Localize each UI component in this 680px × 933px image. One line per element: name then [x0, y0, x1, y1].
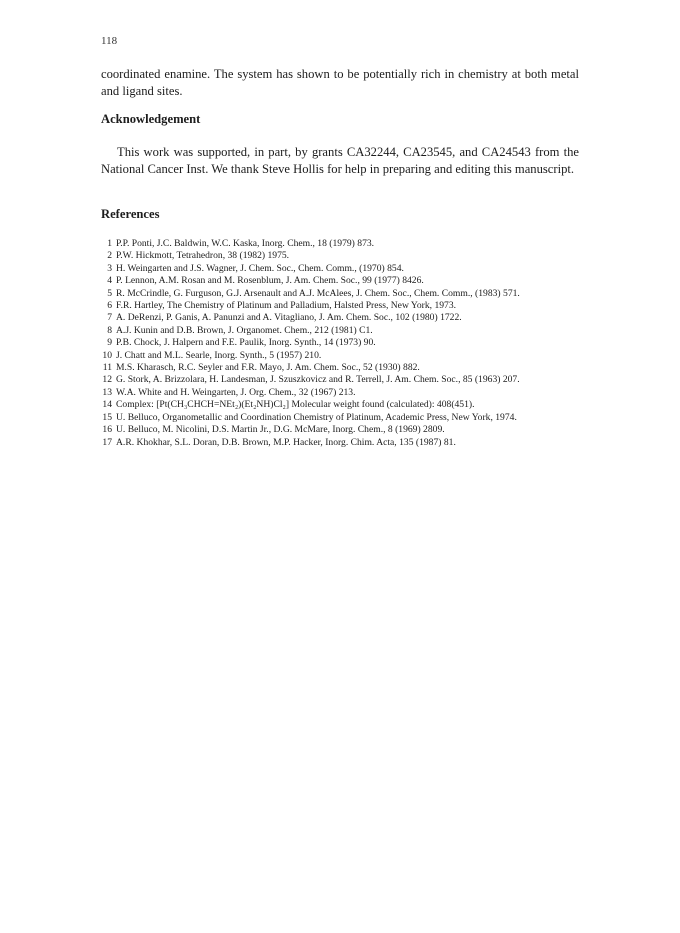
reference-text: P. Lennon, A.M. Rosan and M. Rosenblum, J. Am. Chem. Soc., 99 (1977) 8426.	[116, 275, 424, 287]
reference-text: Complex: [Pt(CH₃CHCH=NEt₂)(Et₂NH)Cl₂] Molecular weight found (calculated): 408(451).	[116, 399, 475, 411]
page-number: 118	[101, 35, 118, 47]
reference-text: W.A. White and H. Weingarten, J. Org. Chem., 32 (1967) 213.	[116, 386, 356, 398]
reference-number: 3	[107, 262, 112, 274]
reference-list	[101, 238, 581, 449]
reference-number: 8	[107, 324, 112, 336]
reference-number: 15	[102, 411, 112, 423]
reference-item	[101, 399, 581, 411]
continuation-paragraph: coordinated enamine. The system has shown to be potentially rich in chemistry at both metal and ligand sites.	[101, 67, 579, 98]
reference-text: U. Belluco, M. Nicolini, D.S. Martin Jr., D.G. McMare, Inorg. Chem., 8 (1969) 2809.	[116, 424, 445, 436]
reference-number: 14	[102, 399, 112, 411]
reference-number: 6	[107, 300, 112, 312]
reference-item	[101, 300, 581, 312]
reference-item	[101, 312, 581, 324]
reference-item	[101, 288, 581, 300]
reference-number: 17	[102, 436, 112, 448]
reference-number: 16	[102, 424, 112, 436]
reference-text: J. Chatt and M.L. Searle, Inorg. Synth., 5 (1957) 210.	[116, 349, 322, 361]
reference-text: P.W. Hickmott, Tetrahedron, 38 (1982) 1975.	[116, 250, 290, 262]
reference-item	[101, 250, 581, 262]
reference-item	[101, 325, 581, 337]
reference-text: U. Belluco, Organometallic and Coordination Chemistry of Platinum, Academic Press, New York, 1974.	[116, 411, 517, 423]
reference-item	[101, 437, 581, 449]
reference-item	[101, 337, 581, 349]
reference-text: A.R. Khokhar, S.L. Doran, D.B. Brown, M.P. Hacker, Inorg. Chim. Acta, 135 (1987) 81.	[116, 436, 456, 448]
acknowledgement-paragraph: This work was supported, in part, by grants CA32244, CA23545, and CA24543 from the National Cancer Inst. We thank Steve Hollis for help in preparing and editing this manuscript.	[101, 145, 579, 176]
reference-text: P.B. Chock, J. Halpern and F.E. Paulik, Inorg. Synth., 14 (1973) 90.	[116, 337, 376, 349]
reference-text: M.S. Kharasch, R.C. Seyler and F.R. Mayo, J. Am. Chem. Soc., 52 (1930) 882.	[116, 362, 420, 374]
reference-number: 4	[107, 275, 112, 287]
reference-number: 5	[107, 287, 112, 299]
reference-item	[101, 424, 581, 436]
reference-item	[101, 275, 581, 287]
reference-text: A. DeRenzi, P. Ganis, A. Panunzi and A. Vitagliano, J. Am. Chem. Soc., 102 (1980) 1722.	[116, 312, 462, 324]
reference-item	[101, 412, 581, 424]
reference-text: P.P. Ponti, J.C. Baldwin, W.C. Kaska, Inorg. Chem., 18 (1979) 873.	[116, 238, 375, 249]
reference-text: F.R. Hartley, The Chemistry of Platinum and Palladium, Halsted Press, New York, 1973.	[116, 300, 457, 312]
reference-number: 13	[102, 386, 112, 398]
reference-item	[101, 263, 581, 275]
reference-item	[101, 350, 581, 362]
reference-text: A.J. Kunin and D.B. Brown, J. Organomet. Chem., 212 (1981) C1.	[116, 324, 373, 336]
reference-number: 9	[107, 337, 112, 349]
reference-item	[101, 238, 581, 250]
reference-number: 2	[107, 250, 112, 262]
reference-number: 11	[102, 362, 112, 374]
reference-text: R. McCrindle, G. Furguson, G.J. Arsenault and A.J. McAlees, J. Chem. Soc., Chem. Comm., (1983) 571.	[116, 287, 520, 299]
acknowledgement-heading: Acknowledgement	[101, 112, 201, 126]
reference-text: G. Stork, A. Brizzolara, H. Landesman, J. Szuszkovicz and R. Terrell, J. Am. Chem. Soc., 85 (1963) 207.	[116, 374, 520, 386]
reference-item	[101, 362, 581, 374]
reference-number: 7	[107, 312, 112, 324]
reference-number: 1	[107, 238, 112, 249]
reference-text: H. Weingarten and J.S. Wagner, J. Chem. Soc., Chem. Comm., (1970) 854.	[116, 262, 404, 274]
reference-number: 12	[102, 374, 112, 386]
reference-item	[101, 387, 581, 399]
reference-number: 10	[102, 349, 112, 361]
reference-item	[101, 374, 581, 386]
references-heading: References	[101, 207, 160, 221]
